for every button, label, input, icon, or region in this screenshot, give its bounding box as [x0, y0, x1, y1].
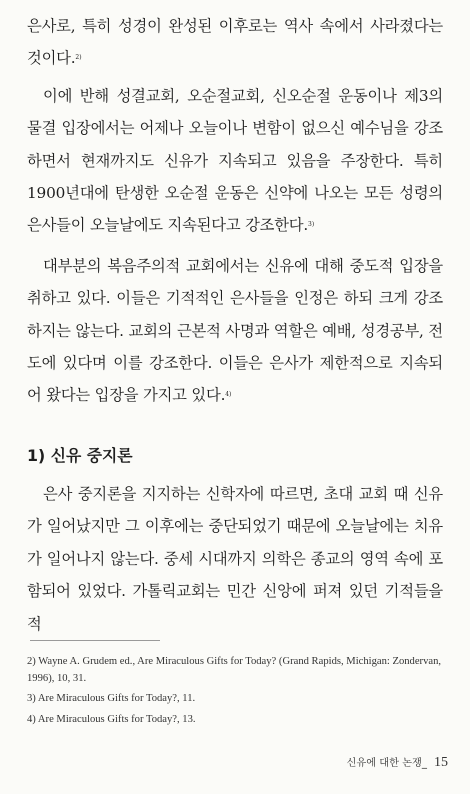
page-body	[27, 10, 443, 648]
paragraph-2: 이에 반해 성결교회, 오순절교회, 신오순절 운동이나 제3의 물결 입장에서는 어제나 오늘이나 변함이 없으신 예수님을 강조하면서 현재까지도 신유가 지속되고 있음을 주장한다. 특히 1900년대에 탄생한 오순절 운동은 신약에 나오는 모든 성령의 은사들이 오늘날에도 지속된다고 강조한다.$^{3)}$	[27, 86, 443, 235]
footnote-divider	[30, 640, 160, 641]
paragraph-1: 은사로, 특히 성경이 완성된 이후로는 역사 속에서 사라졌다는 것이다.$^{2)}$	[27, 17, 443, 68]
footnote-3: 3) Are Miraculous Gifts for Today?, 11.	[27, 693, 196, 704]
running-title: 신유에 대한 논쟁	[346, 758, 422, 769]
footnotes	[27, 654, 447, 732]
footnote-ref-3: 3)	[308, 221, 315, 229]
footnote-2: 2) Wayne A. Grudem ed., Are Miraculous Gifts for Today? (Grand Rapids, Michigan: Zondervan, 1996), 10, 31.	[27, 656, 442, 684]
page-number: 15	[434, 755, 448, 770]
paragraph-3: 대부분의 복음주의적 교회에서는 신유에 대해 중도적 입장을 취하고 있다. 이들은 기적적인 은사들을 인정은 하되 크게 강조하지는 않는다. 교회의 근본적 사명과 역할은 예배, 성경공부, 전도에 있다며 이를 강조한다. 이들은 은사가 제한적으로 지속되어 왔다는 입장을 가지고 있다.$^{4)}$	[27, 256, 443, 405]
running-footer	[347, 755, 448, 772]
section-heading: 1) 신유 중지론	[27, 445, 133, 465]
footer-separator: _	[421, 758, 427, 769]
footnote-ref-2: 2)	[75, 54, 82, 62]
footnote-4: 4) Are Miraculous Gifts for Today?, 13.	[27, 713, 196, 725]
footnote-ref-4: 4)	[225, 391, 232, 399]
section-paragraph: 은사 중지론을 지지하는 신학자에 따르면, 초대 교회 때 신유가 일어났지만 그 이후에는 중단되었기 때문에 오늘날에는 치유가 일어나지 않는다. 중세 시대까지 의학은 종교의 영역 속에 포함되어 있었다. 가톨릭교회는 민간 신앙에 퍼져 있던 기적들을 적	[27, 484, 443, 633]
